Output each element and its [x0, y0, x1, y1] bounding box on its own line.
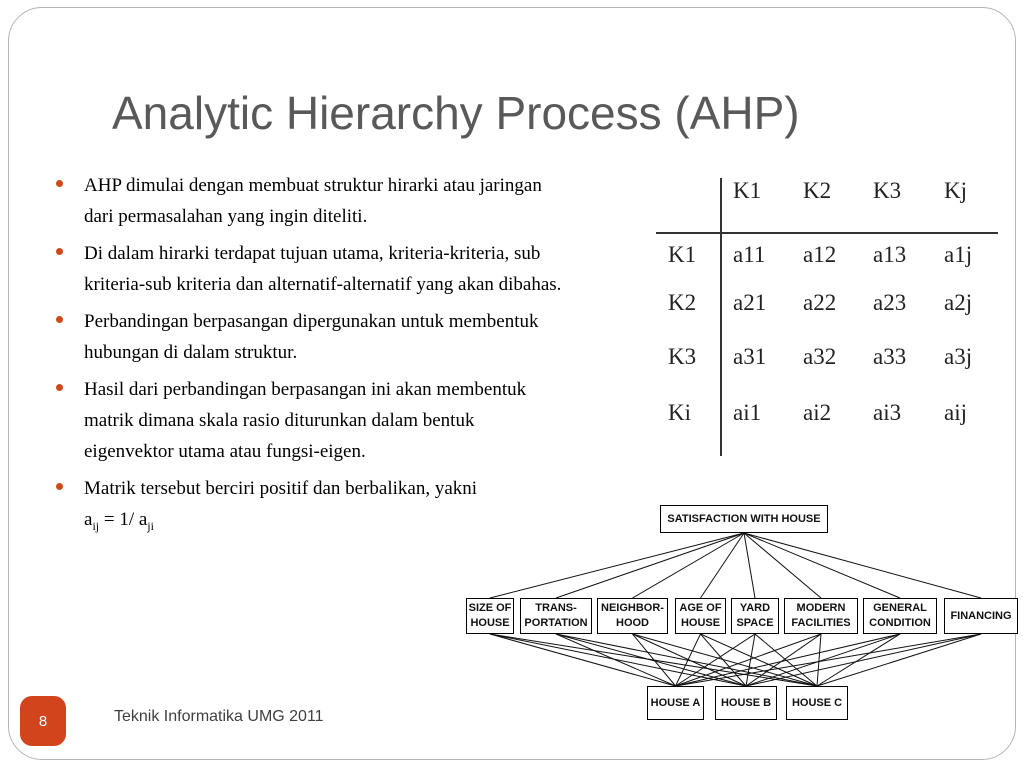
criterion-box: FINANCING [944, 598, 1018, 634]
bullet-text: Matrik tersebut berciri positif dan berbalikan, yakni [84, 478, 478, 499]
matrix-col-header: K2 [803, 178, 832, 203]
footer-text: Teknik Informatika UMG 2011 [114, 708, 324, 725]
bullet-dot-icon [56, 384, 63, 391]
criterion-box: MODERN FACILITIES [784, 598, 858, 634]
hierarchy-diagram [463, 500, 1023, 725]
connector-line [556, 634, 676, 686]
matrix-col-header: K1 [733, 178, 762, 203]
connector-line [556, 634, 817, 686]
connector-line [817, 634, 981, 686]
matrix-row-header: K2 [668, 290, 697, 315]
alternative-box: HOUSE C [786, 686, 848, 720]
matrix-horizontal-rule [656, 232, 998, 234]
bullet-list [56, 170, 566, 548]
matrix-cell: a13 [873, 242, 907, 267]
bullet-dot-icon [56, 483, 63, 490]
pairwise-comparison-matrix [656, 172, 998, 456]
bullet-dot-icon [56, 316, 63, 323]
goal-box: SATISFACTION WITH HOUSE [660, 505, 828, 533]
page-number-badge: 8 [20, 696, 66, 746]
matrix-cell: a22 [803, 290, 837, 315]
bullet-item [56, 170, 566, 232]
bullet-item [56, 306, 566, 368]
bullet-text: Perbandingan berpasangan dipergunakan untuk membentuk hubungan di dalam struktur. [84, 311, 539, 363]
connector-line [633, 634, 676, 686]
matrix-row-header: Ki [668, 400, 691, 425]
matrix-cell: a2j [944, 290, 973, 315]
matrix-cell: a23 [873, 290, 907, 315]
matrix-cell: ai3 [873, 400, 902, 425]
connector-line [744, 533, 981, 598]
matrix-cell: ai2 [803, 400, 832, 425]
matrix-cell: a21 [733, 290, 767, 315]
criterion-box: GENERAL CONDITION [863, 598, 937, 634]
alternative-box: HOUSE B [715, 686, 777, 720]
bullet-text: AHP dimulai dengan membuat struktur hirarki atau jaringan dari permasalahan yang ingin diteliti. [84, 175, 542, 227]
bullet-dot-icon [56, 248, 63, 255]
connector-line [676, 634, 982, 686]
connector-line [490, 533, 744, 598]
matrix-cell: a11 [733, 242, 766, 267]
slide-title: Analytic Hierarchy Process (AHP) [112, 87, 800, 139]
matrix-cell: a33 [873, 344, 907, 369]
criterion-box: NEIGHBOR- HOOD [597, 598, 668, 634]
matrix-cell: aij [944, 400, 967, 425]
criterion-box: YARD SPACE [731, 598, 779, 634]
bullet-item [56, 374, 566, 467]
matrix-cell: a32 [803, 344, 837, 369]
criterion-box: SIZE OF HOUSE [466, 598, 514, 634]
bullet-text: Hasil dari perbandingan berpasangan ini akan membentuk matrik dimana skala rasio diturunkan dalam bentuk eigenvektor utama atau fungsi-eigen. [84, 379, 527, 462]
connector-line [744, 533, 755, 598]
matrix-cell: a3j [944, 344, 973, 369]
bullet-item [56, 238, 566, 300]
matrix-col-header: Kj [944, 178, 967, 203]
bullet-dot-icon [56, 180, 63, 187]
matrix-cell: a1j [944, 242, 973, 267]
connector-line [746, 634, 900, 686]
connector-line [817, 634, 821, 686]
criterion-box: TRANS- PORTATION [520, 598, 592, 634]
matrix-row-header: K3 [668, 344, 697, 369]
connector-line [744, 533, 900, 598]
matrix-cell: a12 [803, 242, 837, 267]
connector-line [744, 533, 821, 598]
matrix-row-header: K1 [668, 242, 697, 267]
criterion-box: AGE OF HOUSE [675, 598, 726, 634]
matrix-cell: ai1 [733, 400, 762, 425]
alternative-box: HOUSE A [647, 686, 704, 720]
reciprocal-formula: $a_{ij} = 1/$ $a_{ji}$ [84, 509, 154, 533]
bullet-text: Di dalam hirarki terdapat tujuan utama, kriteria-kriteria, sub kriteria-sub kriteria dan alternatif-alternatif yang akan dibahas. [84, 243, 562, 295]
matrix-cell: a31 [733, 344, 767, 369]
connector-line [746, 634, 981, 686]
matrix-col-header: K3 [873, 178, 902, 203]
